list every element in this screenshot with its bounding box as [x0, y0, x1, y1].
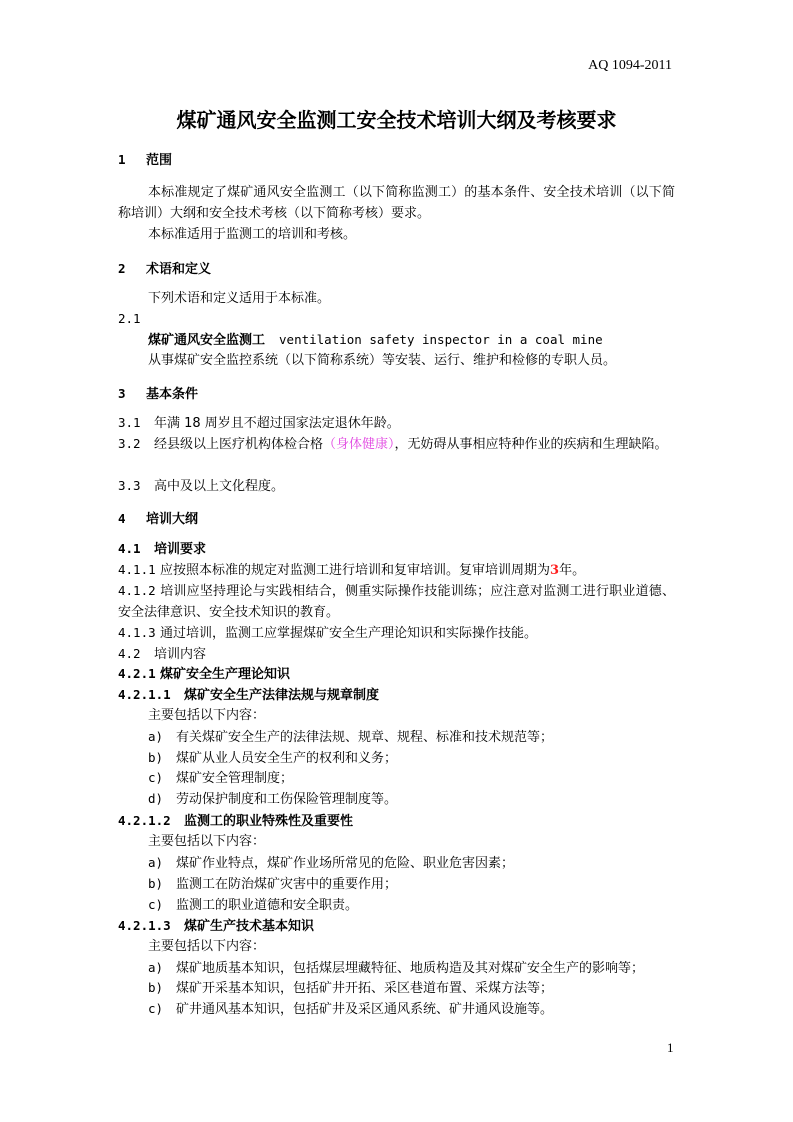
list-text: 监测工在防治煤矿灾害中的重要作用；: [176, 877, 398, 892]
clause-text: 年满 18 周岁且不超过国家法定退休年龄。: [154, 416, 400, 431]
list-marker: b): [148, 750, 164, 765]
list-item: [118, 767, 675, 789]
list-marker: c): [148, 770, 164, 785]
clause-text: 年。: [559, 563, 586, 578]
list-text: 监测工的职业道德和安全职责。: [176, 898, 359, 913]
clause-title: 监测工的职业特殊性及重要性: [184, 814, 354, 829]
section-3-heading: [118, 383, 675, 405]
clause-4-2-1-heading: [118, 663, 675, 685]
list-item: [118, 894, 675, 916]
clause-4-1-3: [118, 622, 675, 644]
clause-number: 4.1.3: [118, 625, 156, 640]
clause-text: 通过培训，监测工应掌握煤矿安全生产理论知识和实际操作技能。: [160, 626, 538, 641]
term-english: ventilation safety inspector in a coal mine: [279, 332, 603, 347]
intro-text: 主要包括以下内容：: [148, 708, 266, 723]
clause-number-text: 2.1: [118, 311, 141, 326]
clause-number: [118, 308, 675, 330]
clause-number: 4.2.1.2: [118, 813, 171, 828]
clause-title: 煤矿安全生产法律法规与规章制度: [184, 688, 380, 703]
list-text: 有关煤矿安全生产的法律法规、规章、规程、标准和技术规范等；: [176, 730, 554, 745]
list-marker: a): [148, 729, 164, 744]
clause-4-1-heading: [118, 538, 675, 560]
page-number: 1: [667, 1040, 674, 1055]
paragraph: 本标准适用于监测工的培训和考核。: [148, 227, 357, 242]
list-item: [118, 852, 675, 874]
clause-number: 4.2.1: [118, 666, 156, 681]
clause-3-2: [118, 433, 675, 455]
intro-text: 主要包括以下内容：: [148, 834, 266, 849]
list-item: [118, 788, 675, 810]
section-title: 术语和定义: [146, 262, 212, 277]
section-number: 1: [118, 152, 126, 167]
clause-number: 3.1: [118, 415, 141, 430]
document-title: 煤矿通风安全监测工安全技术培训大纲及考核要求: [176, 108, 617, 132]
list-item: [118, 998, 675, 1020]
section-title: 范围: [146, 153, 173, 168]
clause-number: 4.1: [118, 541, 141, 556]
highlighted-number: 3: [550, 563, 560, 578]
paragraph: 本标准规定了煤矿通风安全监测工（以下简称监测工）的基本条件、安全技术培训（以下简称培训）大纲和安全技术考核（以下简称考核）要求。: [118, 185, 675, 221]
clause-4-2-1-3-heading: [118, 915, 675, 937]
clause-number: 4.1.1: [118, 562, 156, 577]
standard-code: AQ 1094-2011: [588, 58, 672, 73]
highlighted-text: （身体健康）: [323, 437, 395, 452]
section-title: 培训大纲: [146, 512, 199, 527]
clause-number: 4.2: [118, 646, 141, 661]
list-text: 煤矿从业人员安全生产的权利和义务；: [176, 751, 398, 766]
list-text: 煤矿开采基本知识，包括矿井开拓、采区巷道布置、采煤方法等；: [176, 981, 554, 996]
clause-title: 培训要求: [154, 542, 207, 557]
section-number: 2: [118, 261, 126, 276]
list-marker: a): [148, 960, 164, 975]
term-chinese: 煤矿通风安全监测工: [148, 333, 266, 348]
clause-4-2-heading: [118, 643, 675, 665]
list-item: [118, 873, 675, 895]
clause-number: 3.3: [118, 478, 141, 493]
list-marker: a): [148, 855, 164, 870]
clause-3-1: [118, 412, 675, 434]
clause-title: 煤矿安全生产理论知识: [160, 667, 291, 682]
list-text: 煤矿作业特点，煤矿作业场所常见的危险、职业危害因素；: [176, 856, 515, 871]
term: [118, 329, 675, 351]
term-definition: 从事煤矿安全监控系统（以下简称系统）等安装、运行、维护和检修的专职人员。: [148, 353, 617, 368]
clause-number: 4.2.1.3: [118, 918, 171, 933]
intro-text: 主要包括以下内容：: [148, 939, 266, 954]
clause-text: 应按照本标准的规定对监测工进行培训和复审培训。复审培训周期为: [160, 563, 551, 578]
section-2-heading: [118, 258, 675, 280]
clause-text: 高中及以上文化程度。: [154, 479, 285, 494]
clause-4-2-1-2-heading: [118, 810, 675, 832]
section-1-heading: [118, 149, 675, 171]
clause-4-1-1: [118, 559, 675, 581]
list-item: [118, 977, 675, 999]
list-marker: d): [148, 791, 164, 806]
list-item: [118, 957, 675, 979]
list-text: 煤矿地质基本知识，包括煤层埋藏特征、地质构造及其对煤矿安全生产的影响等；: [176, 961, 645, 976]
clause-4-2-1-1-heading: [118, 684, 675, 706]
clause-text: ，无妨碍从事相应特种作业的疾病和生理缺陷。: [394, 437, 668, 452]
clause-3-3: [118, 475, 675, 497]
section-4-heading: [118, 508, 675, 530]
list-marker: c): [148, 1001, 164, 1016]
clause-text: 培训应坚持理论与实践相结合，侧重实际操作技能训练；应注意对监测工进行职业道德、安全法律意识、安全技术知识的教育。: [118, 584, 675, 620]
section-title: 基本条件: [146, 387, 199, 402]
clause-number: 4.2.1.1: [118, 687, 171, 702]
clause-number: 4.1.2: [118, 583, 156, 598]
list-item: [118, 747, 675, 769]
clause-number: 3.2: [118, 436, 141, 451]
list-marker: b): [148, 876, 164, 891]
clause-4-1-2: [118, 580, 675, 623]
clause-title: 培训内容: [154, 647, 207, 662]
list-marker: c): [148, 897, 164, 912]
section-number: 4: [118, 511, 126, 526]
list-marker: b): [148, 980, 164, 995]
section-number: 3: [118, 386, 126, 401]
list-item: [118, 726, 675, 748]
paragraph: 下列术语和定义适用于本标准。: [148, 291, 331, 306]
clause-title: 煤矿生产技术基本知识: [184, 919, 315, 934]
clause-text: 经县级以上医疗机构体检合格: [154, 437, 324, 452]
list-text: 煤矿安全管理制度；: [176, 771, 294, 786]
list-text: 矿井通风基本知识，包括矿井及采区通风系统、矿井通风设施等。: [176, 1002, 554, 1017]
list-text: 劳动保护制度和工伤保险管理制度等。: [176, 792, 398, 807]
